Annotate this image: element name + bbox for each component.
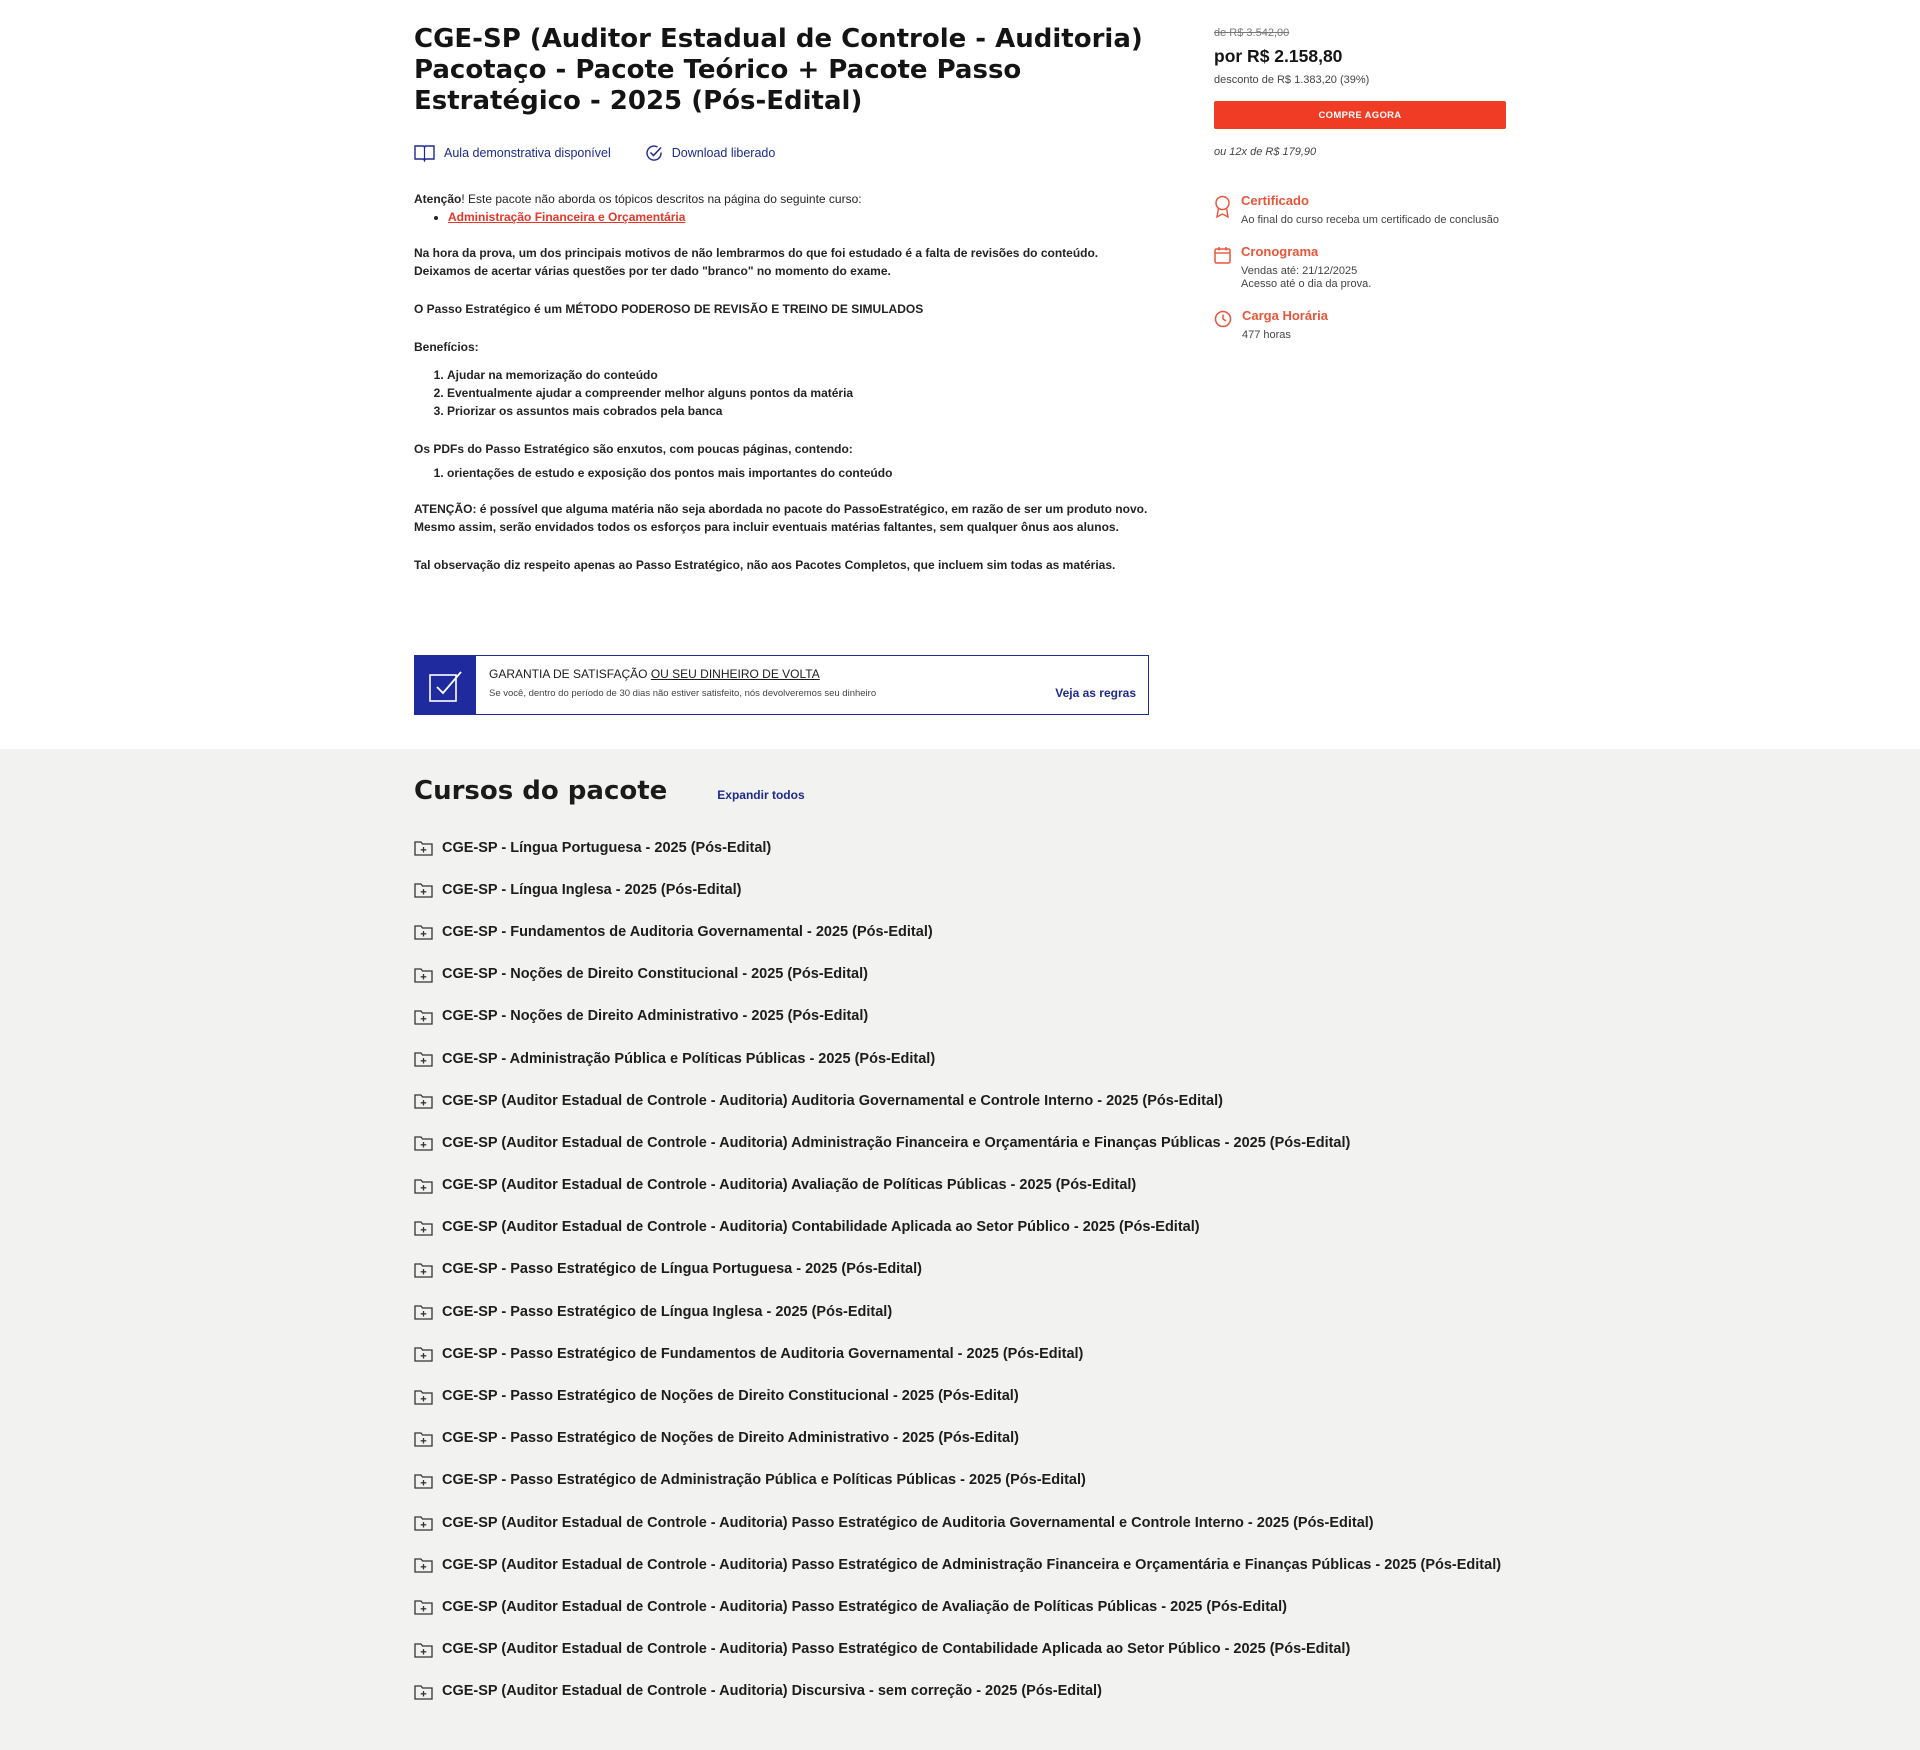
checkbox-icon	[428, 667, 464, 703]
feature-download[interactable]	[645, 144, 776, 162]
course-label: CGE-SP (Auditor Estadual de Controle - Auditoria) Contabilidade Aplicada ao Setor Público - 2025 (Pós-Edital)	[442, 1219, 1200, 1236]
course-label: CGE-SP - Passo Estratégico de Fundamentos de Auditoria Governamental - 2025 (Pós-Edital)	[442, 1345, 1084, 1362]
folder-plus-icon	[414, 1431, 433, 1447]
course-label: CGE-SP - Administração Pública e Políticas Públicas - 2025 (Pós-Edital)	[442, 1050, 936, 1067]
info-list	[1214, 193, 1506, 342]
folder-plus-icon	[414, 1473, 433, 1489]
folder-plus-icon	[414, 1684, 433, 1700]
course-item[interactable]	[414, 1207, 1514, 1249]
description-paragraph: O Passo Estratégico é um MÉTODO PODEROSO DE REVISÃO E TREINO DE SIMULADOS	[414, 302, 924, 316]
course-label: CGE-SP (Auditor Estadual de Controle - Auditoria) Passo Estratégico de Administração Financeira e Orçamentária e Finanças Públicas - 2025 (Pós-Edital)	[442, 1556, 1502, 1573]
course-item[interactable]	[414, 1291, 1514, 1333]
course-item[interactable]	[414, 869, 1514, 911]
description-paragraph: Na hora da prova, um dos principais motivos de não lembrarmos do que foi estudado é a falta de revisões do conteúdo. Deixamos de acertar várias questões por ter dado "branco" no momento do exame.	[414, 246, 1099, 278]
course-item[interactable]	[414, 1460, 1514, 1502]
course-label: CGE-SP - Noções de Direito Administrativo - 2025 (Pós-Edital)	[442, 1008, 869, 1025]
folder-plus-icon	[414, 1599, 433, 1615]
folder-plus-icon	[414, 1262, 433, 1278]
course-label: CGE-SP (Auditor Estadual de Controle - Auditoria) Auditoria Governamental e Controle Interno - 2025 (Pós-Edital)	[442, 1092, 1223, 1109]
current-price: por R$ 2.158,80	[1214, 46, 1343, 66]
course-label: CGE-SP - Noções de Direito Constitucional - 2025 (Pós-Edital)	[442, 966, 868, 983]
product-main-column	[414, 24, 1150, 700]
course-label: CGE-SP (Auditor Estadual de Controle - Auditoria) Passo Estratégico de Contabilidade Aplicada ao Setor Público - 2025 (Pós-Edital)	[442, 1641, 1351, 1658]
benefits-list	[414, 366, 1150, 420]
info-text: 477 horas	[1242, 329, 1291, 341]
guarantee-title	[489, 667, 1148, 681]
folder-plus-icon	[414, 1557, 433, 1573]
info-certificate	[1214, 193, 1506, 227]
old-price: de R$ 3.542,00	[1214, 27, 1290, 39]
guarantee-subtitle: Se você, dentro do período de 30 dias não estiver satisfeito, nós devolveremos seu dinheiro	[489, 688, 877, 699]
feature-row	[414, 142, 1150, 164]
excluded-course-link[interactable]: Administração Financeira e Orçamentária	[448, 210, 686, 224]
product-title: CGE-SP (Auditor Estadual de Controle - Auditoria) Pacotaço - Pacote Teórico + Pacote Passo Estratégico - 2025 (Pós-Edital)	[414, 24, 1143, 116]
attention-rest: ! Este pacote não aborda os tópicos descritos na página do seguinte curso:	[461, 192, 862, 206]
folder-plus-icon	[414, 1135, 433, 1151]
course-label: CGE-SP - Passo Estratégico de Noções de Direito Constitucional - 2025 (Pós-Edital)	[442, 1388, 1019, 1405]
book-icon	[414, 144, 435, 162]
course-list	[414, 827, 1514, 1713]
guarantee-text	[476, 656, 1148, 714]
courses-header	[414, 776, 805, 806]
list-item: 1. orientações de estudo e exposição dos pontos mais importantes do conteúdo	[447, 466, 1150, 480]
course-item[interactable]	[414, 1165, 1514, 1207]
pricing-sidebar	[1214, 27, 1506, 359]
product-section	[0, 0, 1920, 749]
course-item[interactable]	[414, 1629, 1514, 1671]
course-label: CGE-SP (Auditor Estadual de Controle - Auditoria) Discursiva - sem correção - 2025 (Pós-Edital)	[442, 1683, 1102, 1700]
course-item[interactable]	[414, 1544, 1514, 1586]
course-item[interactable]	[414, 1038, 1514, 1080]
list-item: 1. Ajudar na memorização do conteúdo	[447, 366, 1150, 384]
feature-demo-lesson[interactable]	[414, 144, 611, 162]
guarantee-title-link[interactable]: OU SEU DINHEIRO DE VOLTA	[650, 667, 820, 681]
certificate-icon	[1214, 195, 1231, 219]
clock-icon	[1214, 310, 1232, 328]
course-item[interactable]	[414, 1375, 1514, 1417]
info-text-secondary: Acesso até o dia da prova.	[1241, 278, 1372, 290]
attention-strong: Atenção	[414, 192, 462, 206]
course-item[interactable]	[414, 1249, 1514, 1291]
course-item[interactable]	[414, 911, 1514, 953]
feature-label: Aula demonstrativa disponível	[444, 146, 611, 160]
feature-label: Download liberado	[671, 146, 776, 160]
course-item[interactable]	[414, 827, 1514, 869]
calendar-icon	[1214, 246, 1231, 264]
info-workload	[1214, 308, 1506, 342]
benefits-heading: Benefícios:	[414, 340, 479, 354]
folder-plus-icon	[414, 967, 433, 983]
course-label: CGE-SP (Auditor Estadual de Controle - Auditoria) Passo Estratégico de Avaliação de Políticas Públicas - 2025 (Pós-Edital)	[442, 1598, 1287, 1615]
discount-text: desconto de R$ 1.383,20 (39%)	[1214, 74, 1370, 86]
folder-plus-icon	[414, 1093, 433, 1109]
courses-section	[0, 749, 1920, 1750]
course-item[interactable]	[414, 954, 1514, 996]
folder-plus-icon	[414, 1346, 433, 1362]
course-label: CGE-SP (Auditor Estadual de Controle - Auditoria) Avaliação de Políticas Públicas - 2025 (Pós-Edital)	[442, 1177, 1137, 1194]
check-circle-icon	[645, 144, 663, 162]
info-text: Vendas até: 21/12/2025	[1241, 265, 1358, 277]
folder-plus-icon	[414, 1304, 433, 1320]
folder-plus-icon	[414, 1009, 433, 1025]
course-item[interactable]	[414, 1122, 1514, 1164]
course-label: CGE-SP - Língua Portuguesa - 2025 (Pós-Edital)	[442, 839, 772, 856]
course-label: CGE-SP - Passo Estratégico de Noções de Direito Administrativo - 2025 (Pós-Edital)	[442, 1430, 1019, 1447]
warning-paragraph: ATENÇÃO: é possível que alguma matéria não seja abordada no pacote do PassoEstratégico, em razão de ser um produto novo. Mesmo assim, serão envidados todos os esforços para incluir eventuais matérias faltantes, sem qualquer ônus aos alunos.	[414, 502, 1148, 534]
installments-text: ou 12x de R$ 179,90	[1214, 146, 1317, 158]
folder-plus-icon	[414, 840, 433, 856]
excluded-course-list	[414, 208, 1150, 226]
course-label: CGE-SP - Língua Inglesa - 2025 (Pós-Edital)	[442, 881, 742, 898]
courses-title: Cursos do pacote	[414, 776, 668, 806]
list-item: 2. Eventualmente ajudar a compreender melhor alguns pontos da matéria	[447, 384, 1150, 402]
list-item	[448, 208, 1150, 226]
course-item[interactable]	[414, 1333, 1514, 1375]
course-label: CGE-SP (Auditor Estadual de Controle - Auditoria) Administração Financeira e Orçamentária e Finanças Públicas - 2025 (Pós-Edital)	[442, 1134, 1351, 1151]
product-description	[414, 190, 1150, 574]
info-text: Ao final do curso receba um certificado de conclusão	[1241, 214, 1500, 226]
folder-plus-icon	[414, 882, 433, 898]
info-title: Certificado	[1241, 193, 1309, 208]
course-label: CGE-SP - Fundamentos de Auditoria Governamental - 2025 (Pós-Edital)	[442, 923, 933, 940]
course-label: CGE-SP - Passo Estratégico de Língua Portuguesa - 2025 (Pós-Edital)	[442, 1261, 922, 1278]
guarantee-rules-link[interactable]: Veja as regras	[1055, 686, 1136, 700]
folder-plus-icon	[414, 1389, 433, 1405]
buy-now-button[interactable]: COMPRE AGORA	[1214, 101, 1506, 129]
pdfs-list	[414, 466, 1150, 480]
guarantee-banner	[414, 655, 1149, 715]
pdfs-heading: Os PDFs do Passo Estratégico são enxutos, com poucas páginas, contendo:	[414, 442, 853, 456]
guarantee-title-text: GARANTIA DE SATISFAÇÃO	[489, 667, 648, 681]
course-label: CGE-SP (Auditor Estadual de Controle - Auditoria) Passo Estratégico de Auditoria Governamental e Controle Interno - 2025 (Pós-Edital)	[442, 1514, 1374, 1531]
course-label: CGE-SP - Passo Estratégico de Língua Inglesa - 2025 (Pós-Edital)	[442, 1303, 893, 1320]
course-item[interactable]	[414, 1080, 1514, 1122]
course-item[interactable]	[414, 1586, 1514, 1628]
guarantee-icon-box	[415, 656, 476, 714]
info-body	[1242, 308, 1328, 342]
folder-plus-icon	[414, 1051, 433, 1067]
info-body	[1241, 244, 1371, 291]
course-item[interactable]	[414, 1502, 1514, 1544]
info-schedule	[1214, 244, 1506, 291]
folder-plus-icon	[414, 924, 433, 940]
course-label: CGE-SP - Passo Estratégico de Administração Pública e Políticas Públicas - 2025 (Pós-Edital)	[442, 1472, 1086, 1489]
course-item[interactable]	[414, 1418, 1514, 1460]
info-title: Cronograma	[1241, 244, 1319, 259]
attention-text	[414, 190, 1150, 208]
info-body	[1241, 193, 1499, 227]
course-item[interactable]	[414, 996, 1514, 1038]
note-paragraph: Tal observação diz respeito apenas ao Passo Estratégico, não aos Pacotes Completos, que incluem sim todas as matérias.	[414, 558, 1116, 572]
folder-plus-icon	[414, 1178, 433, 1194]
course-item[interactable]	[414, 1671, 1514, 1713]
folder-plus-icon	[414, 1642, 433, 1658]
info-title: Carga Horária	[1242, 308, 1328, 323]
expand-all-link[interactable]: Expandir todos	[717, 788, 805, 802]
folder-plus-icon	[414, 1220, 433, 1236]
list-item: 3. Priorizar os assuntos mais cobrados pela banca	[447, 402, 1150, 420]
folder-plus-icon	[414, 1515, 433, 1531]
